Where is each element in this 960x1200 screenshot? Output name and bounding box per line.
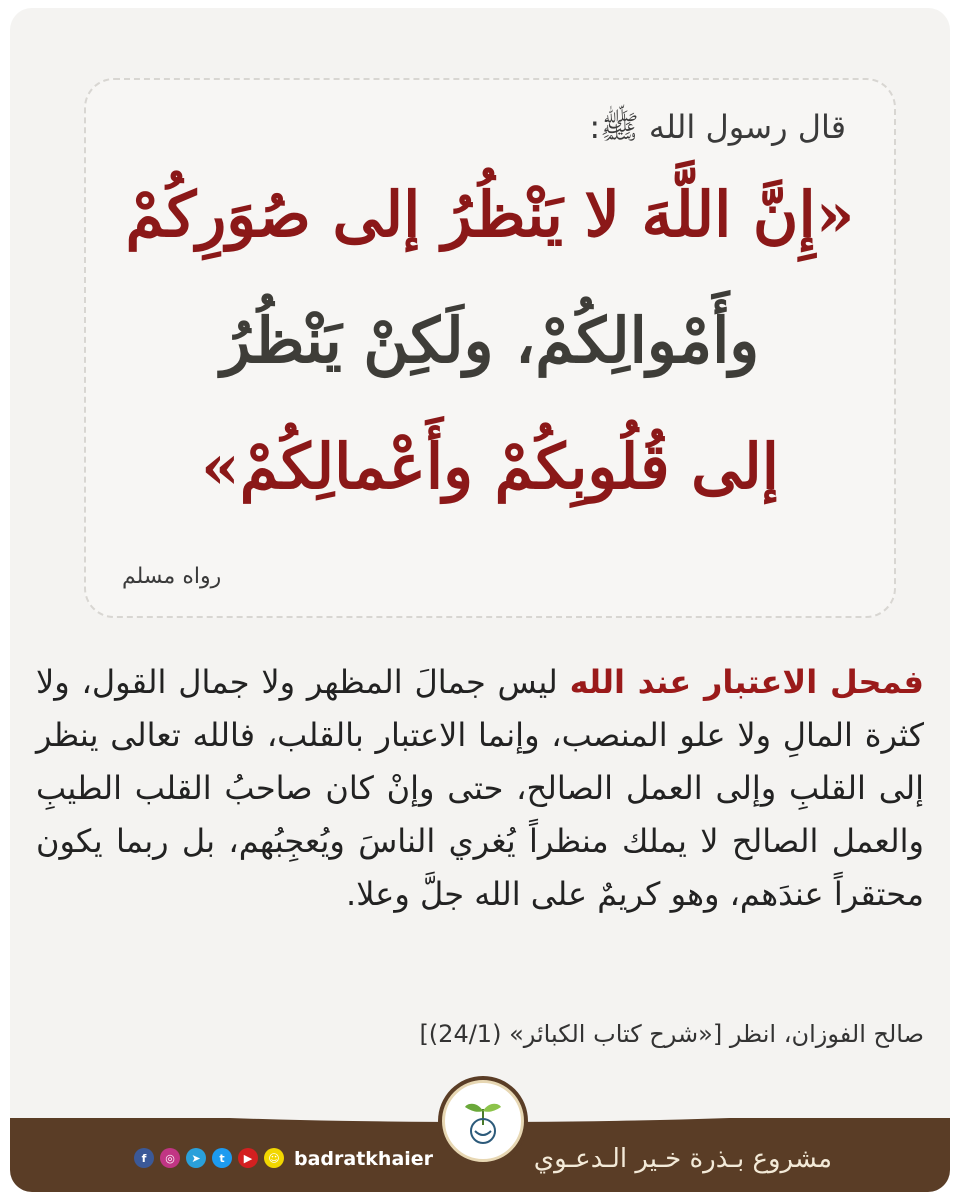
hadith-line-3: إلى قُلُوبِكُمْ وأَعْمالِكُمْ» — [201, 430, 779, 503]
commentary-lead: فمحل الاعتبار عند الله — [569, 663, 925, 701]
project-logo-icon — [442, 1080, 524, 1162]
instagram-icon[interactable]: ◎ — [160, 1148, 180, 1168]
commentary-body: ليس جمالَ المظهر ولا جمال القول، ولا كثرة المالِ ولا علو المنصب، وإنما الاعتبار بالقلب، فالله تعالى ينظر إلى القلبِ وإلى العمل الصالح، حتى وإنْ كان صاحبُ القلب الطيبِ والعمل الصالح لا يملك منظراً يُغري الناسَ ويُعجِبُهم، بل ربما يكون محتقراً عندَهم، وهو كريمٌ على الله جلَّ وعلا. — [36, 663, 924, 913]
twitter-icon[interactable]: t — [212, 1148, 232, 1168]
hadith-box — [84, 78, 896, 618]
hadith-text — [116, 152, 864, 530]
project-name: مشروع بـذرة خـير الـدعـوي — [533, 1144, 832, 1174]
commentary-source: صالح الفوزان، انظر [«شرح كتاب الكبائر» (24/1)] — [419, 1020, 924, 1048]
seedling-logo-icon — [453, 1091, 513, 1151]
hadith-narrator: رواه مسلم — [122, 564, 222, 589]
commentary-text — [36, 656, 924, 921]
snapchat-icon[interactable]: ☺ — [264, 1148, 284, 1168]
social-handle[interactable]: badratkhaier — [294, 1148, 434, 1170]
youtube-icon[interactable]: ▶ — [238, 1148, 258, 1168]
facebook-icon[interactable]: f — [134, 1148, 154, 1168]
telegram-icon[interactable]: ➤ — [186, 1148, 206, 1168]
social-icons — [134, 1148, 284, 1168]
hadith-line-2: وأَمْوالِكُمْ، ولَكِنْ يَنْظُرُ — [220, 304, 760, 377]
hadith-intro: قال رسول الله ﷺ: — [589, 108, 846, 146]
hadith-line-1: «إِنَّ اللَّهَ لا يَنْظُرُ إلى صُوَرِكُمْ — [125, 178, 855, 251]
post-card — [10, 8, 950, 1192]
